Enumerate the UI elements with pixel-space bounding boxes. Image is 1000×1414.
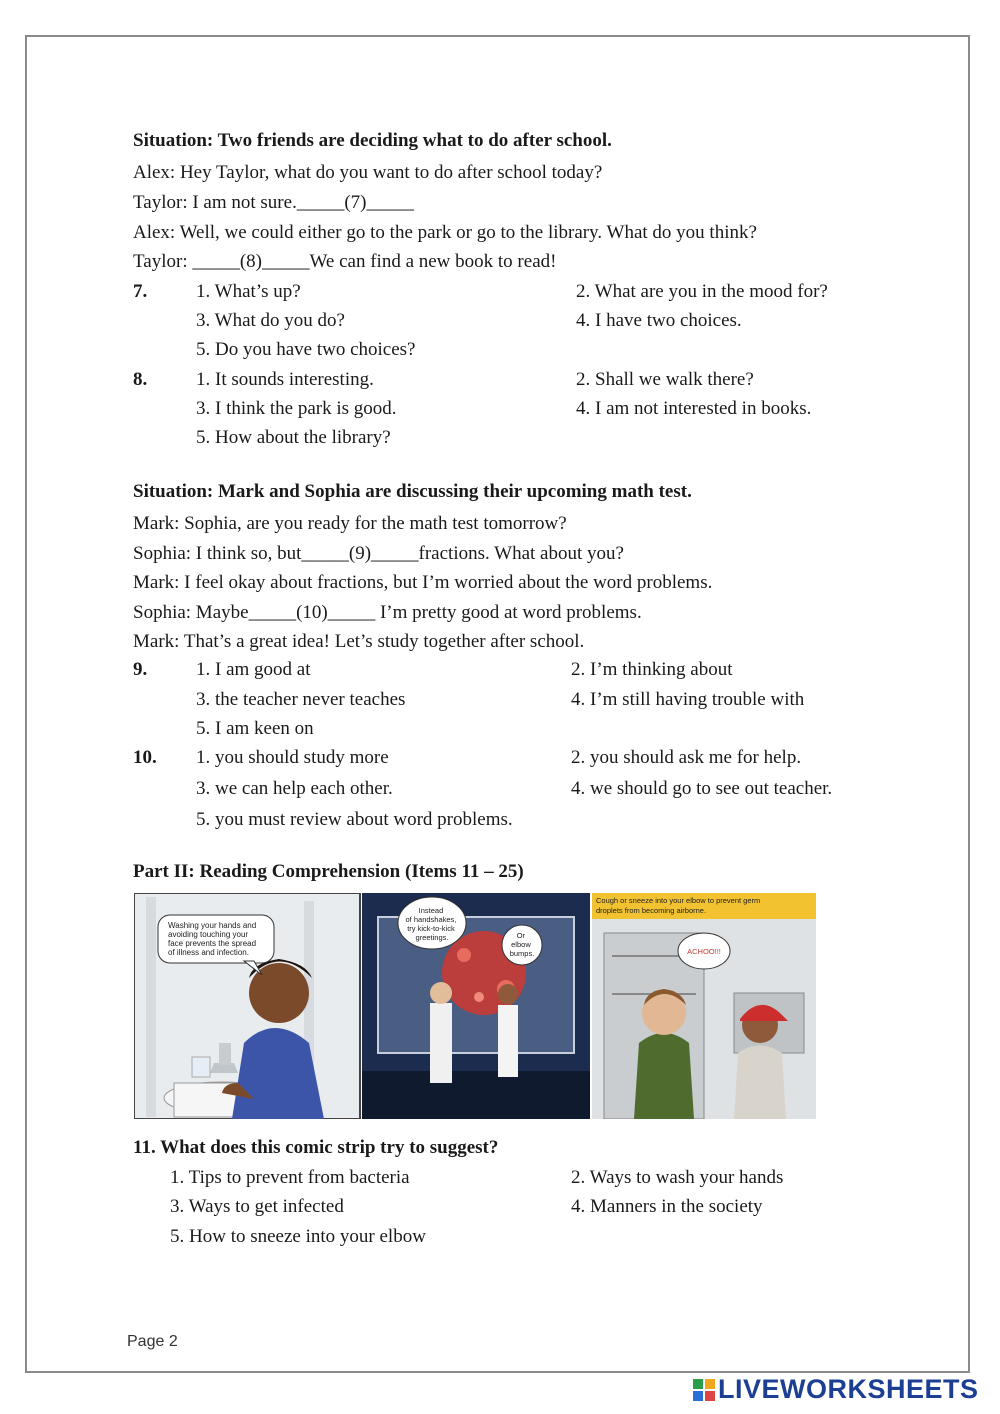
part-heading: Part II: Reading Comprehension (Items 11 – 25) [133, 861, 524, 882]
dialogue-line: Mark: I feel okay about fractions, but I’m worried about the word problems. [133, 572, 713, 593]
comic-text: greetings. [415, 933, 449, 942]
option-7-1[interactable]: 1. What’s up? [196, 281, 301, 302]
option-8-5[interactable]: 5. How about the library? [196, 427, 391, 448]
question-number-10: 10. [133, 747, 157, 768]
comic-text: Instead [418, 906, 444, 915]
situation-heading-1: Situation: Two friends are deciding what to do after school. [133, 130, 612, 151]
dialogue-line: Mark: That’s a great idea! Let’s study together after school. [133, 631, 585, 652]
comic-sneeze-text: ACHOO!!! [687, 947, 721, 956]
comic-strip [134, 893, 816, 1119]
comic-panel-greetings [362, 893, 590, 1119]
situation-heading-2: Situation: Mark and Sophia are discussing their upcoming math test. [133, 481, 692, 502]
question-11-text: 11. What does this comic strip try to suggest? [133, 1137, 499, 1158]
comic-text: bumps. [509, 949, 535, 958]
dialogue-line: Sophia: Maybe_____(10)_____ I’m pretty good at word problems. [133, 602, 642, 623]
option-9-5[interactable]: 5. I am keen on [196, 718, 314, 739]
option-11-1[interactable]: 1. Tips to prevent from bacteria [170, 1167, 410, 1188]
comic-panel-sneeze [592, 893, 816, 1119]
option-7-4[interactable]: 4. I have two choices. [576, 310, 742, 331]
comic-text: try kick-to-kick [407, 924, 455, 933]
liveworksheets-icon [693, 1379, 715, 1401]
option-10-5[interactable]: 5. you must review about word problems. [196, 809, 513, 830]
comic-panel-handwashing [134, 893, 360, 1119]
comic-text: Cough or sneeze into your elbow to prevent germ [596, 896, 761, 905]
option-10-3[interactable]: 3. we can help each other. [196, 778, 393, 799]
comic-text: droplets from becoming airborne. [596, 906, 707, 915]
dialogue-line: Sophia: I think so, but_____(9)_____fractions. What about you? [133, 543, 624, 564]
comic-text: Or [516, 931, 526, 940]
question-number-9: 9. [133, 659, 148, 680]
option-8-3[interactable]: 3. I think the park is good. [196, 398, 397, 419]
dialogue-line: Alex: Well, we could either go to the park or go to the library. What do you think? [133, 222, 757, 243]
option-7-2[interactable]: 2. What are you in the mood for? [576, 281, 828, 302]
option-11-3[interactable]: 3. Ways to get infected [170, 1196, 344, 1217]
option-11-5[interactable]: 5. How to sneeze into your elbow [170, 1226, 426, 1247]
option-10-1[interactable]: 1. you should study more [196, 747, 389, 768]
question-number-8: 8. [133, 369, 148, 390]
dialogue-line: Mark: Sophia, are you ready for the math test tomorrow? [133, 513, 567, 534]
option-11-2[interactable]: 2. Ways to wash your hands [571, 1167, 784, 1188]
option-8-1[interactable]: 1. It sounds interesting. [196, 369, 374, 390]
option-10-2[interactable]: 2. you should ask me for help. [571, 747, 802, 768]
option-9-4[interactable]: 4. I’m still having trouble with [571, 689, 805, 710]
question-number-7: 7. [133, 281, 148, 302]
dialogue-line: Alex: Hey Taylor, what do you want to do after school today? [133, 162, 603, 183]
page-number: Page 2 [127, 1333, 178, 1350]
brand-name: LIVEWORKSHEETS [718, 1374, 979, 1404]
option-8-2[interactable]: 2. Shall we walk there? [576, 369, 754, 390]
dialogue-line: Taylor: _____(8)_____We can find a new book to read! [133, 251, 557, 272]
comic-text: of illness and infection. [168, 948, 249, 957]
option-8-4[interactable]: 4. I am not interested in books. [576, 398, 812, 419]
dialogue-line: Taylor: I am not sure._____(7)_____ [133, 192, 414, 213]
option-10-4[interactable]: 4. we should go to see out teacher. [571, 778, 833, 799]
comic-text: elbow [511, 940, 531, 949]
svg-text:Washing your hands and a [168, 921, 258, 957]
comic-text: of handshakes, [405, 915, 457, 924]
liveworksheets-logo[interactable] [693, 1374, 979, 1405]
option-9-1[interactable]: 1. I am good at [196, 659, 311, 680]
option-9-2[interactable]: 2. I’m thinking about [571, 659, 733, 680]
comic-text: Washing your hands and [168, 921, 257, 930]
option-11-4[interactable]: 4. Manners in the society [571, 1196, 763, 1217]
option-7-5[interactable]: 5. Do you have two choices? [196, 339, 416, 360]
comic-text: face prevents the spread [168, 939, 257, 948]
option-7-3[interactable]: 3. What do you do? [196, 310, 345, 331]
comic-text: avoiding touching your [168, 930, 249, 939]
option-9-3[interactable]: 3. the teacher never teaches [196, 689, 406, 710]
